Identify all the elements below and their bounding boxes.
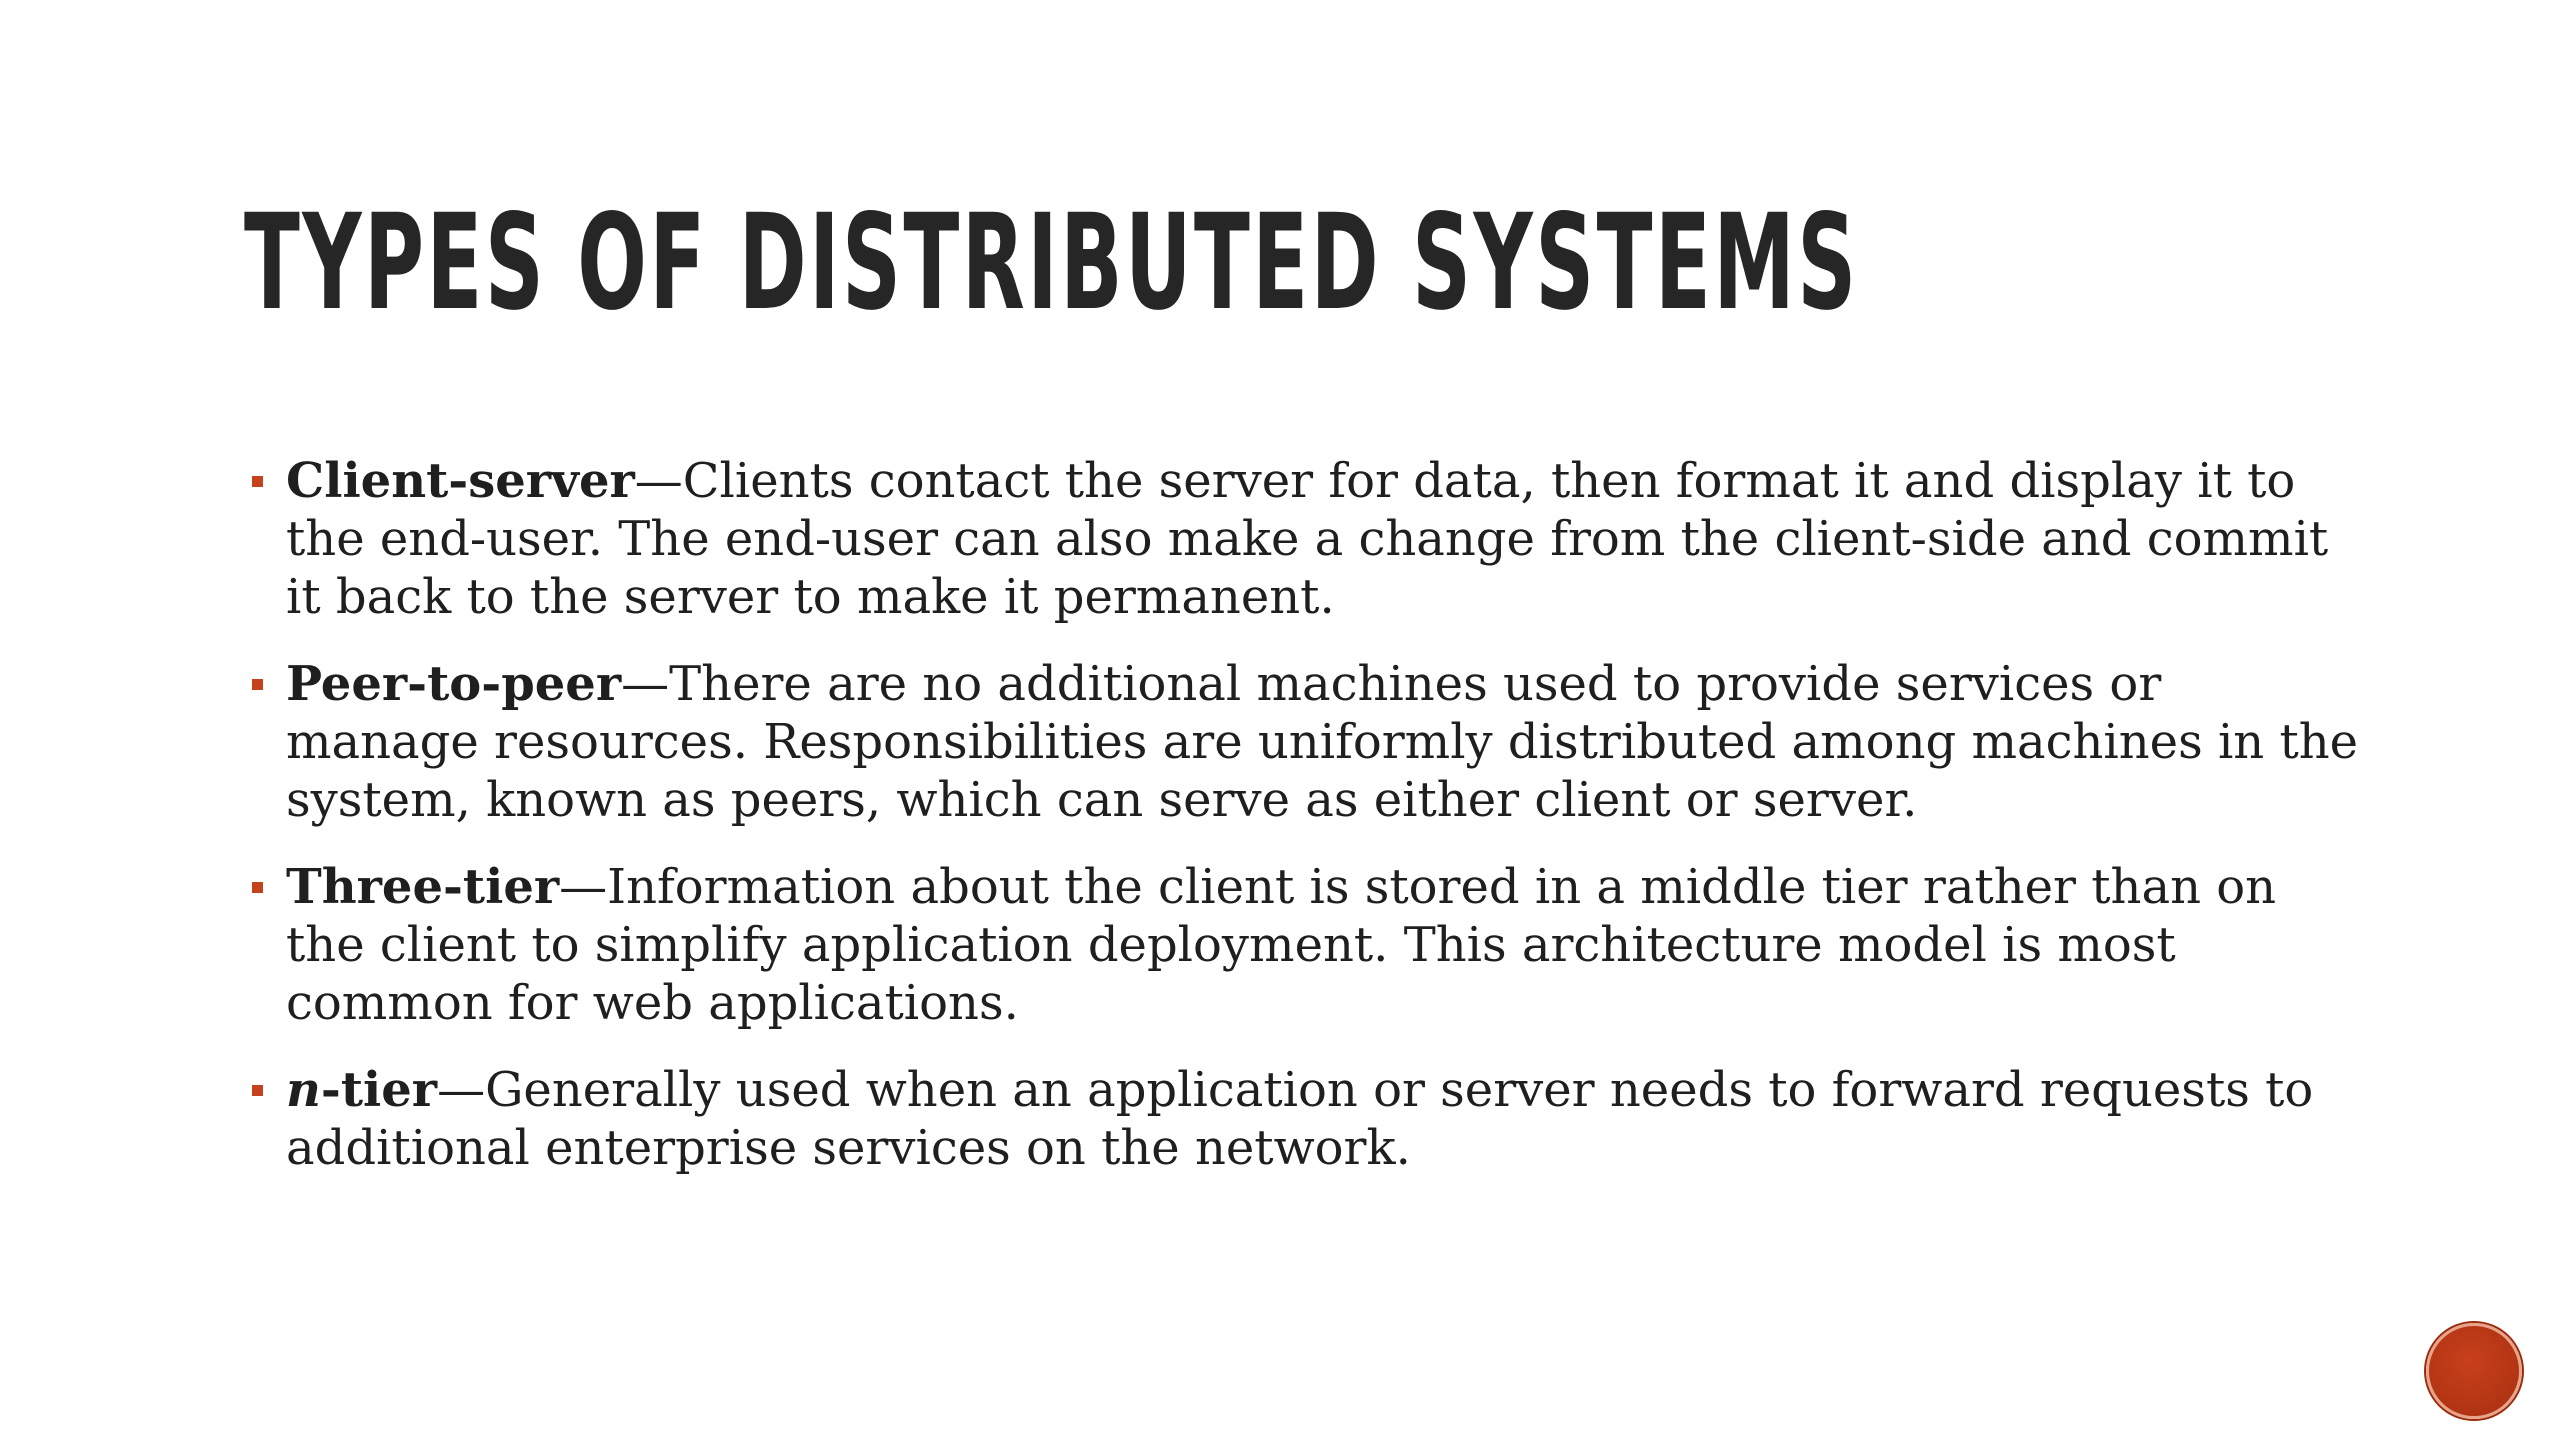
square-bullet-icon (252, 882, 263, 893)
bullet-term (286, 1062, 437, 1118)
square-bullet-icon (252, 476, 263, 487)
bullet-term: Peer-to-peer (286, 656, 622, 712)
bullet-n-tier (246, 1061, 2366, 1177)
bullet-description: —There are no additional machines used to provide services or manage resources. Responsibilities are uniformly distributed among machines in the system, known as peers, which can serve as either client or server. (286, 656, 2359, 828)
bullet-list (246, 452, 2366, 1206)
square-bullet-icon (252, 1085, 263, 1096)
page-number-badge (2426, 1323, 2522, 1419)
square-bullet-icon (252, 679, 263, 690)
bullet-term: Three-tier (286, 859, 560, 915)
bullet-term: Client-server (286, 453, 635, 509)
bullet-description: —Generally used when an application or server needs to forward requests to additional enterprise services on the network. (286, 1062, 2314, 1176)
bullet-three-tier (246, 858, 2366, 1032)
bullet-description: —Clients contact the server for data, then format it and display it to the end-user. The end-user can also make a change from the client-side and commit it back to the server to make it permanent. (286, 453, 2329, 625)
bullet-client-server (246, 452, 2366, 626)
slide-title: TYPES OF DISTRIBUTED SYSTEMS (244, 186, 1859, 340)
bullet-description: —Information about the client is stored in a middle tier rather than on the client to simplify application deployment. This architecture model is most common for web applications. (286, 859, 2277, 1031)
bullet-peer-to-peer (246, 655, 2366, 829)
bullet-term-prefix: n (286, 1062, 321, 1118)
bullet-term-suffix: -tier (320, 1062, 438, 1118)
